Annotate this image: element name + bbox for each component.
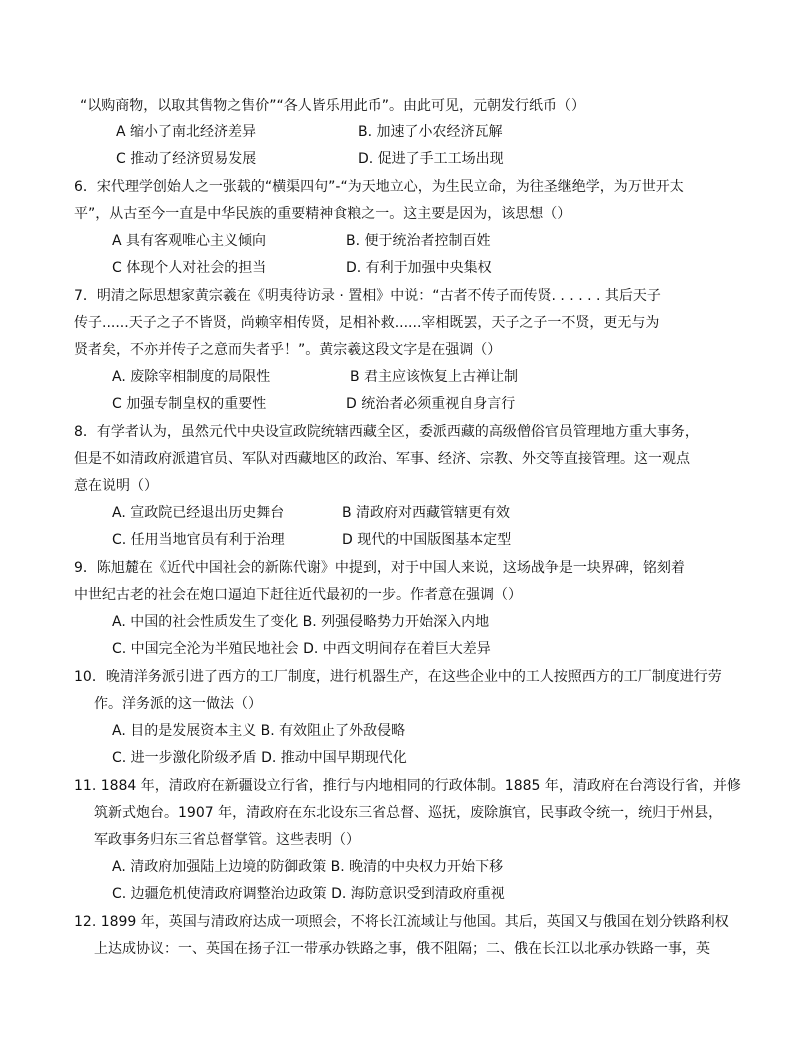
q5-option-d: D. 促进了手工工场出现 (358, 151, 504, 167)
q6-option-c: C 体现个人对社会的担当 (112, 260, 267, 276)
q7-option-a: A. 废除宰相制度的局限性 (112, 369, 271, 385)
q7-option-c: C 加强专制皇权的重要性 (112, 396, 267, 412)
q7-stem-line: 传子......天子之子不皆贤，尚赖宰相传贤，足相补救......宰相既罢，天子之子一不贤，更无与为 (74, 315, 660, 331)
q8-stem-line: 8．有学者认为，虽然元代中央设宣政院统辖西藏全区，委派西藏的高级僧俗官员管理地方重大事务， (74, 424, 699, 440)
q10-options-cd: C. 进一步激化阶级矛盾 D. 推动中国早期现代化 (112, 750, 407, 766)
q8-option-d: D 现代的中国版图基本定型 (342, 532, 512, 548)
q12-stem-line: 上达成协议：一、英国在扬子江一带承办铁路之事，俄不阻隔；二、俄在长江以北承办铁路一事，英 (94, 941, 710, 957)
q8-stem-line: 意在说明（） (74, 478, 158, 494)
q9-options-ab: A. 中国的社会性质发生了变化 B. 列强侵略势力开始深入内地 (112, 614, 490, 630)
q7-stem-line: 贤者矣，不亦并传子之意而失者乎！”。黄宗羲这段文字是在强调（） (74, 342, 502, 358)
q9-stem-line: 中世纪古老的社会在炮口逼迫下赶往近代最初的一步。作者意在强调（） (74, 587, 522, 603)
q8-option-b: B 清政府对西藏管辖更有效 (342, 505, 511, 521)
q8-stem-line: 但是不如清政府派遣官员、军队对西藏地区的政治、军事、经济、宗教、外交等直接管理。这一观点 (74, 451, 690, 467)
q9-options-cd: C. 中国完全沦为半殖民地社会 D. 中西文明间存在着巨大差异 (112, 641, 491, 657)
q11-options-ab: A. 清政府加强陆上边境的防御政策 B. 晚清的中央权力开始下移 (112, 859, 504, 875)
q5-stem-line: “以购商物，以取其售物之售价”“各人皆乐用此币”。由此可见，元朝发行纸币（） (80, 98, 586, 114)
q7-stem-line: 7．明清之际思想家黄宗羲在《明夷待访录 · 置相》中说：“古者不传子而传贤. . . . . . 其后天子 (74, 288, 661, 304)
q12-stem-line: 12. 1899 年，英国与清政府达成一项照会，不将长江流域让与他国。其后，英国又与俄国在划分铁路利权 (74, 914, 729, 930)
q7-option-b: B 君主应该恢复上古禅让制 (350, 369, 519, 385)
q8-option-c: C. 任用当地官员有利于治理 (112, 532, 285, 548)
q9-stem-line: 9．陈旭麓在《近代中国社会的新陈代谢》中提到，对于中国人来说，这场战争是一块界碑，铭刻着 (74, 560, 685, 576)
q6-option-b: B. 便于统治者控制百姓 (346, 233, 491, 249)
q5-option-b: B. 加速了小农经济瓦解 (358, 124, 503, 140)
q5-option-c: C 推动了经济贸易发展 (116, 151, 257, 167)
q11-options-cd: C. 边疆危机使清政府调整治边政策 D. 海防意识受到清政府重视 (112, 886, 505, 902)
q6-stem-line: 6．宋代理学创始人之一张载的“横渠四句”-“为天地立心，为生民立命，为往圣继绝学，为万世开太 (74, 179, 684, 195)
q6-option-d: D. 有利于加强中央集权 (346, 260, 492, 276)
q6-option-a: A 具有客观唯心主义倾向 (112, 233, 267, 249)
q11-stem-line: 军政事务归东三省总督掌管。这些表明（） (94, 832, 360, 848)
q10-stem-line: 作。洋务派的这一做法（） (94, 696, 262, 712)
q10-stem-line: 10．晚清洋务派引进了西方的工厂制度，进行机器生产，在这些企业中的工人按照西方的工厂制度进行劳 (74, 669, 722, 685)
q8-option-a: A. 宣政院已经退出历史舞台 (112, 505, 285, 521)
q7-option-d: D 统治者必须重视自身言行 (346, 396, 516, 412)
q6-stem-line: 平”，从古至今一直是中华民族的重要精神食粮之一。这主要是因为，该思想（） (74, 206, 572, 222)
q11-stem-line: 筑新式炮台。1907 年，清政府在东北设东三省总督、巡抚，废除旗官，民事政令统一，统归于州县， (94, 805, 723, 821)
q5-option-a: A 缩小了南北经济差异 (116, 124, 257, 140)
q10-options-ab: A. 目的是发展资本主义 B. 有效阻止了外敌侵略 (112, 723, 406, 739)
q11-stem-line: 11. 1884 年，清政府在新疆设立行省，推行与内地相同的行政体制。1885 年，清政府在台湾设行省，并修 (74, 778, 741, 794)
